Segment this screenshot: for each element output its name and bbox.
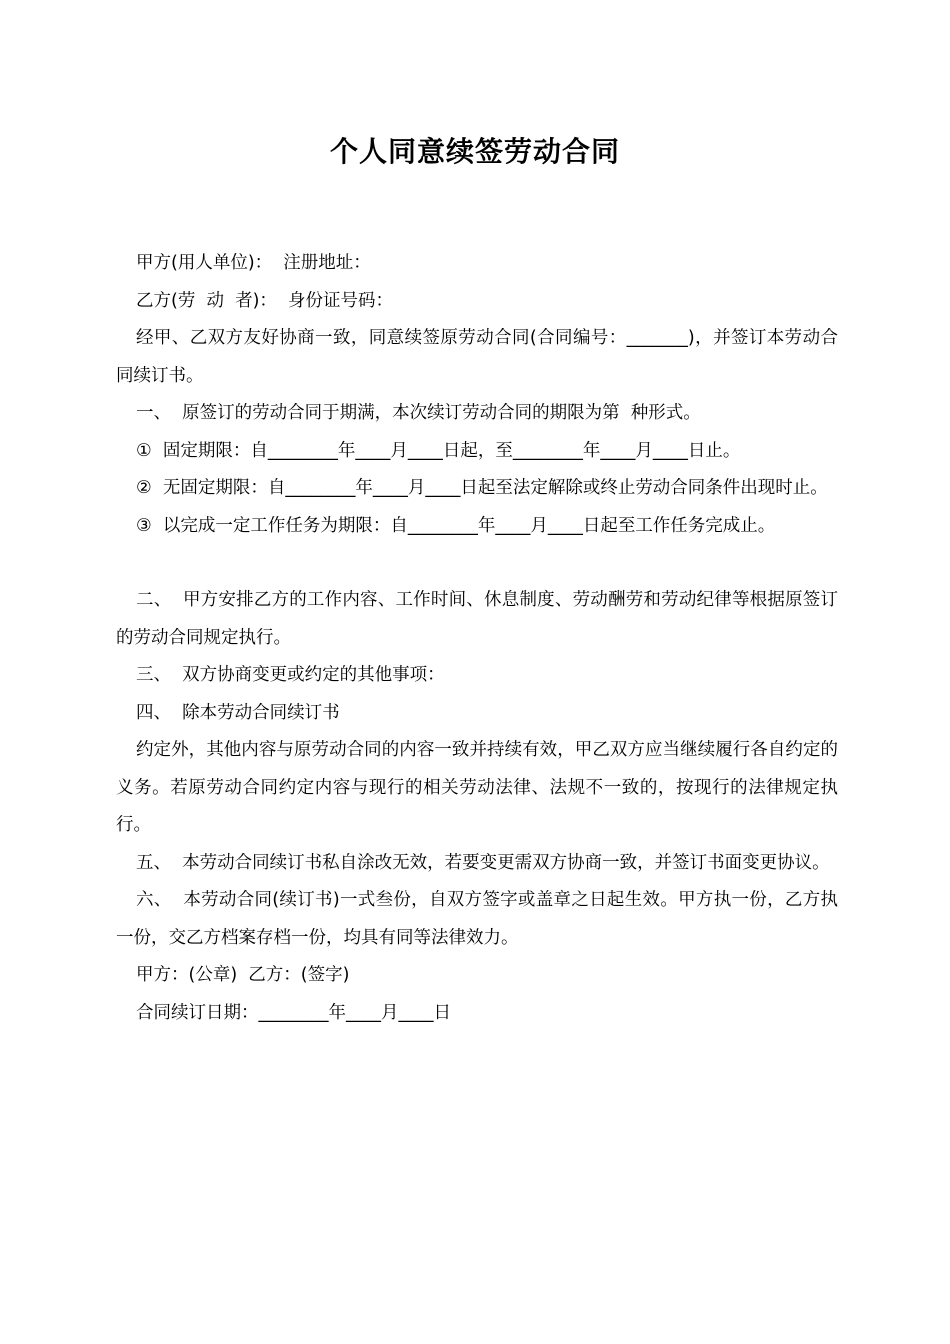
party-a-line: 甲方(用人单位)： 注册地址： [136,253,371,273]
clause-1-option-1: ① 固定期限：自________年____月____日起，至________年____月____日止。 [136,440,741,461]
document-title: 个人同意续签劳动合同 [329,135,620,168]
clause-6: 六、 本劳动合同(续订书)一式叁份，自双方签字或盖章之日起生效。甲方执一份，乙方执一份，交乙方档案存档一份，均具有同等法律效力。 [116,890,838,948]
party-b-line: 乙方(劳 动 者)： 身份证号码： [136,290,394,311]
intro-paragraph: 经甲、乙双方友好协商一致，同意续签原劳动合同(合同编号：_______)，并签订本劳动合同续订书。 [116,328,838,386]
clause-4: 四、 除本劳动合同续订书 [136,702,340,723]
renewal-date-line: 合同续订日期：________年____月____日 [136,1002,451,1023]
clause-3: 三、 双方协商变更或约定的其他事项： [136,665,445,685]
clause-4-continued: 约定外，其他内容与原劳动合同的内容一致并持续有效，甲乙双方应当继续履行各自约定的义务。若原劳动合同约定内容与现行的相关劳动法律、法规不一致的，按现行的法律规定执行。 [116,740,838,835]
document-body [116,245,838,1032]
clause-1: 一、 原签订的劳动合同于期满，本次续订劳动合同的期限为第 种形式。 [136,403,701,423]
clause-2: 二、 甲方安排乙方的工作内容、工作时间、休息制度、劳动酬劳和劳动纪律等根据原签订的劳动合同规定执行。 [116,590,838,648]
clause-5: 五、 本劳动合同续订书私自涂改无效，若要变更需双方协商一致，并签订书面变更协议。 [136,852,830,873]
signature-line: 甲方：(公章) 乙方：(签字) [136,965,350,985]
clause-1-option-3: ③ 以完成一定工作任务为期限：自________年____月____日起至工作任务完成止。 [136,515,776,536]
clause-1-option-2: ② 无固定期限：自________年____月____日起至法定解除或终止劳动合同条件出现时止。 [136,478,828,498]
